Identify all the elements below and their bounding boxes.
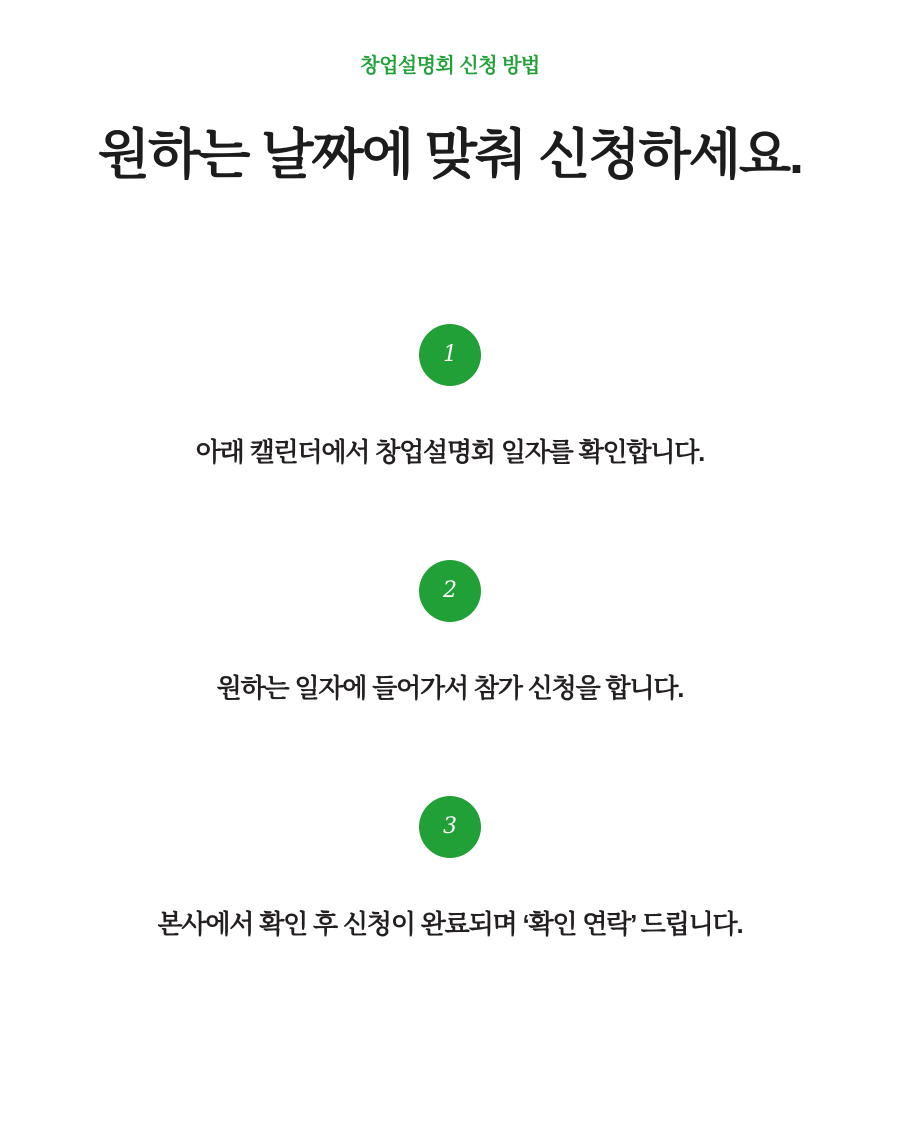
steps-list xyxy=(0,324,900,941)
list-item xyxy=(0,324,900,470)
list-item xyxy=(0,796,900,942)
step-description: 아래 캘린더에서 창업설명회 일자를 확인합니다. xyxy=(195,437,705,468)
step-description: 원하는 일자에 들어가서 참가 신청을 합니다. xyxy=(216,672,684,703)
list-item xyxy=(0,560,900,706)
step-description: 본사에서 확인 후 신청이 완료되며 ‘확인 연락’ 드립니다. xyxy=(157,908,743,939)
step-number-badge: 2 xyxy=(419,560,481,622)
step-number-badge: 3 xyxy=(419,796,481,858)
step-number-badge: 1 xyxy=(419,324,481,386)
page-title: 원하는 날짜에 맞춰 신청하세요. xyxy=(97,125,803,185)
page-eyebrow: 창업설명회 신청 방법 xyxy=(360,55,540,77)
promo-page xyxy=(0,54,900,1130)
